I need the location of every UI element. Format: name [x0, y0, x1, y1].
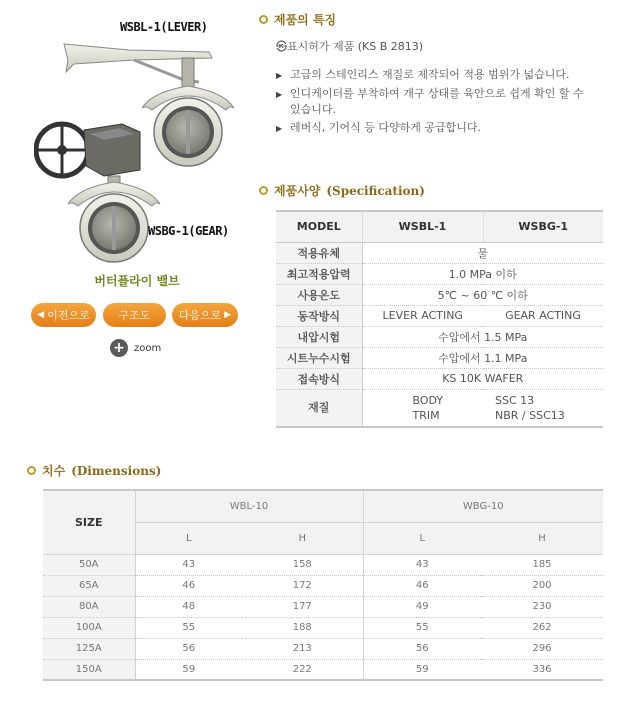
- dimension-cell: 158: [242, 554, 363, 575]
- next-button[interactable]: [172, 303, 238, 327]
- col-wsbl: WSBL-1: [362, 211, 483, 242]
- feature-item: ▶ 레버식, 기어식 등 다양하게 공급합니다.: [276, 120, 596, 137]
- size-cell: 150A: [43, 659, 135, 680]
- col-group-wbg: WBG-10: [363, 490, 603, 522]
- dims-body: [43, 554, 603, 680]
- spec-row: 적용유체 물: [276, 242, 603, 263]
- table-row: [43, 638, 603, 659]
- col-model: MODEL: [276, 211, 362, 242]
- spec-header-row: [276, 211, 603, 242]
- size-cell: 50A: [43, 554, 135, 575]
- product-photo[interactable]: [34, 20, 240, 266]
- plus-icon: +: [110, 339, 128, 357]
- dimension-cell: 177: [242, 596, 363, 617]
- zoom-button[interactable]: [110, 339, 161, 357]
- zoom-label: zoom: [134, 342, 162, 354]
- dimensions-heading-ko: 치수: [42, 464, 66, 478]
- dimension-cell: 296: [481, 638, 603, 659]
- triangle-bullet-icon: ▶: [276, 124, 283, 133]
- dimension-cell: 49: [363, 596, 481, 617]
- dimension-cell: 59: [135, 659, 242, 680]
- prev-button-label: 이전으로: [47, 309, 90, 322]
- circle-bullet-icon: [259, 186, 268, 195]
- dimension-cell: 43: [135, 554, 242, 575]
- spec-row-material: 재질 BODY TRIM SSC 13 NBR / SSC13: [276, 389, 603, 427]
- dimension-cell: 262: [481, 617, 603, 638]
- dimension-cell: 222: [242, 659, 363, 680]
- diagram-button[interactable]: [103, 303, 166, 327]
- spec-heading-ko: 제품사양: [274, 184, 321, 198]
- prev-button[interactable]: [31, 303, 96, 327]
- dimensions-table: [43, 489, 603, 681]
- ks-certification: ㉿표시허가 제품 (KS B 2813): [276, 40, 424, 53]
- spec-row: 접속방식 KS 10K WAFER: [276, 368, 603, 389]
- spec-row: 사용온도 5℃ ~ 60 ℃ 이하: [276, 284, 603, 305]
- spec-row: 시트누수시험 수압에서 1.1 MPa: [276, 347, 603, 368]
- features-heading: [259, 11, 336, 28]
- features-heading-text: 제품의 특징: [274, 13, 337, 27]
- triangle-bullet-icon: ▶: [276, 71, 283, 80]
- size-cell: 80A: [43, 596, 135, 617]
- col-wsbg: WSBG-1: [483, 211, 603, 242]
- dimension-cell: 56: [363, 638, 481, 659]
- dimension-cell: 200: [481, 575, 603, 596]
- dimension-cell: 46: [363, 575, 481, 596]
- size-cell: 125A: [43, 638, 135, 659]
- next-button-label: 다음으로: [178, 309, 222, 322]
- dimensions-heading-en: (Dimensions): [71, 463, 162, 478]
- col-size: SIZE: [43, 490, 135, 554]
- col-wbg-l: L: [363, 522, 481, 554]
- dims-header-row: [43, 490, 603, 522]
- spec-heading: [259, 182, 425, 199]
- arrow-right-icon: ▶: [224, 310, 232, 320]
- spec-table: [276, 210, 603, 428]
- dimension-cell: 230: [481, 596, 603, 617]
- circle-bullet-icon: [27, 466, 36, 475]
- spec-row: 최고적용압력 1.0 MPa 이하: [276, 263, 603, 284]
- dimension-cell: 43: [363, 554, 481, 575]
- table-row: [43, 596, 603, 617]
- dimension-cell: 55: [363, 617, 481, 638]
- size-cell: 65A: [43, 575, 135, 596]
- dimension-cell: 46: [135, 575, 242, 596]
- dimension-cell: 336: [481, 659, 603, 680]
- col-wbl-h: H: [242, 522, 363, 554]
- lever-model-label: WSBL-1(LEVER): [120, 20, 208, 34]
- dimension-cell: 172: [242, 575, 363, 596]
- table-row: [43, 617, 603, 638]
- feature-item: ▶ 고급의 스테인리스 재질로 제작되어 적용 범위가 넓습니다.: [276, 67, 596, 84]
- dimension-cell: 55: [135, 617, 242, 638]
- table-row: [43, 659, 603, 680]
- spec-row: 동작방식 LEVER ACTING GEAR ACTING: [276, 305, 603, 326]
- spec-heading-en: (Specification): [326, 183, 425, 198]
- diagram-button-label: 구조도: [118, 309, 151, 322]
- col-wbl-l: L: [135, 522, 242, 554]
- dimensions-heading: [27, 462, 161, 479]
- arrow-left-icon: ◀: [37, 310, 45, 320]
- col-group-wbl: WBL-10: [135, 490, 363, 522]
- table-row: [43, 575, 603, 596]
- feature-list: [276, 67, 596, 137]
- dimension-cell: 185: [481, 554, 603, 575]
- dimension-cell: 59: [363, 659, 481, 680]
- table-row: [43, 554, 603, 575]
- dimension-cell: 213: [242, 638, 363, 659]
- gear-model-label: WSBG-1(GEAR): [148, 224, 229, 238]
- circle-bullet-icon: [259, 15, 268, 24]
- product-name: 버터플라이 밸브: [94, 274, 180, 288]
- feature-item: ▶ 인디케이터를 부착하여 개구 상태를 육안으로 쉽게 확인 할 수 있습니다.: [276, 87, 584, 116]
- dimension-cell: 48: [135, 596, 242, 617]
- col-wbg-h: H: [481, 522, 603, 554]
- size-cell: 100A: [43, 617, 135, 638]
- dimension-cell: 56: [135, 638, 242, 659]
- dimension-cell: 188: [242, 617, 363, 638]
- spec-row: 내압시험 수압에서 1.5 MPa: [276, 326, 603, 347]
- triangle-bullet-icon: ▶: [276, 90, 283, 99]
